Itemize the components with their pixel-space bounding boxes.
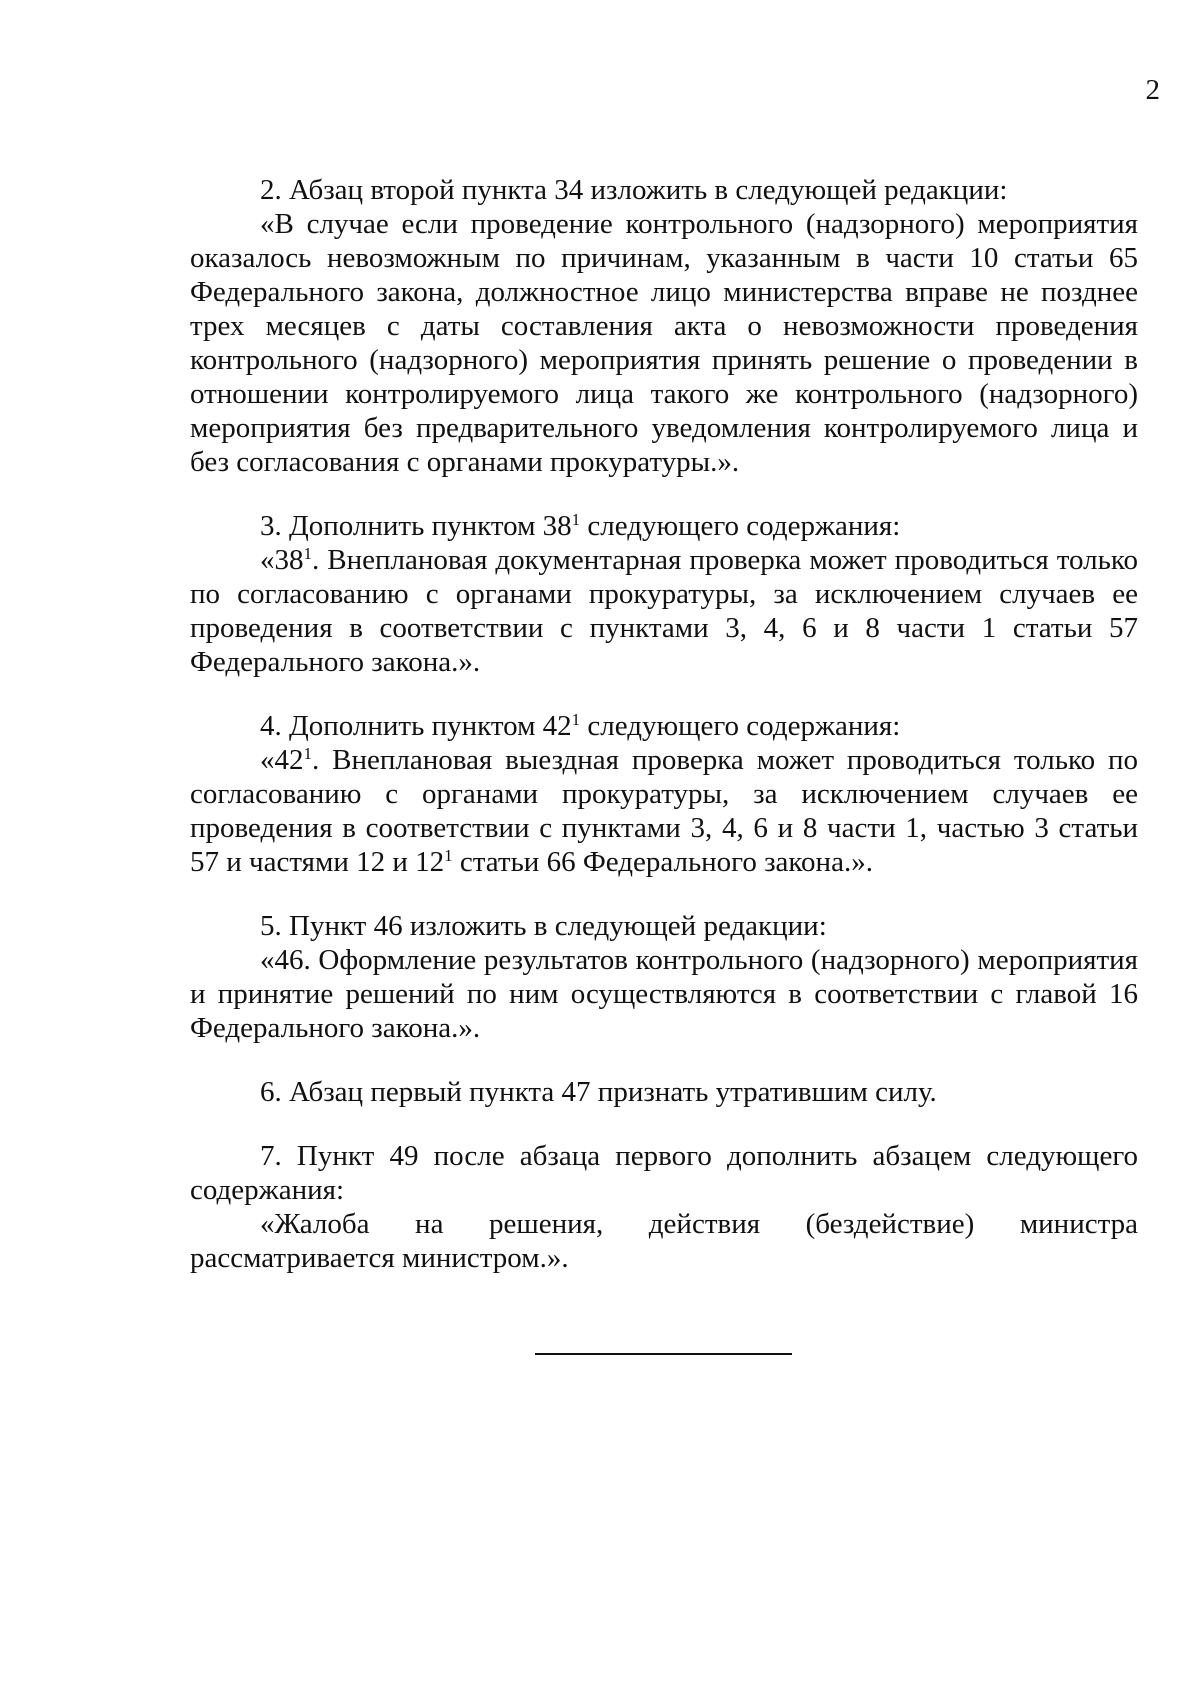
superscript: 1 (444, 846, 453, 865)
amendment-item-6 (190, 1075, 1138, 1109)
heading-text: 3. Дополнить пунктом 38 (260, 510, 572, 542)
amendment-heading: 2. Абзац второй пункта 34 изложить в следующей редакции: (260, 174, 1008, 206)
superscript: 1 (303, 544, 312, 563)
heading-text: следующего содержания: (580, 510, 901, 542)
amendment-heading: 5. Пункт 46 изложить в следующей редакции: (260, 910, 827, 942)
amendment-text: «46. Оформление результатов контрольного (надзорного) мероприятия и принятие решений по ним осуществляются в соответствии с главой 16 Федерального закона.». (190, 944, 1138, 1044)
text-fragment: . Внеплановая документарная проверка может проводиться только по согласованию с органами прокуратуры, за исключением случаев ее проведения в соответствии с пунктами 3, 4, 6 и 8 части 1 статьи 57 Федерального закона.». (190, 544, 1138, 678)
text-fragment: статьи 66 Федерального закона.». (452, 846, 873, 878)
amendment-heading (190, 509, 1138, 543)
text-fragment: . Внеплановая выездная проверка может проводиться только по согласованию с органами прокуратуры, за исключением случаев ее проведения в соответствии с пунктами 3, 4, 6 и 8 части 1, частью 3 статьи 57 и частями 12 и 12 (190, 744, 1138, 878)
text-fragment: «42 (260, 744, 304, 776)
amendment-item-2 (190, 173, 1138, 479)
page-number: 2 (1145, 74, 1160, 106)
amendment-heading: 6. Абзац первый пункта 47 признать утратившим силу. (260, 1076, 937, 1108)
amendment-heading: 7. Пункт 49 после абзаца первого дополнить абзацем следующего содержания: (190, 1140, 1138, 1206)
document-body (190, 173, 1138, 1275)
amendment-item-7 (190, 1139, 1138, 1275)
heading-text: следующего содержания: (580, 710, 901, 742)
superscript: 1 (303, 744, 312, 763)
amendment-item-4 (190, 709, 1138, 879)
amendment-item-3 (190, 509, 1138, 679)
amendment-text: «В случае если проведение контрольного (надзорного) мероприятия оказалось невозможным по причинам, указанным в части 10 статьи 65 Федерального закона, должностное лицо министерства вправе не позднее трех месяцев с даты составления акта о невозможности проведения контрольного (надзорного) мероприятия принять решение о проведении в отношении контролируемого лица такого же контрольного (надзорного) мероприятия без предварительного уведомления контролируемого лица и без согласования с органами прокуратуры.». (190, 208, 1138, 478)
text-fragment: «38 (260, 544, 304, 576)
superscript: 1 (571, 710, 581, 729)
amendment-item-5 (190, 909, 1138, 1045)
amendment-heading (190, 709, 1138, 743)
amendment-text (190, 743, 1138, 879)
heading-text: 4. Дополнить пунктом 42 (260, 710, 572, 742)
end-of-document-rule (535, 1353, 792, 1355)
amendment-text: «Жалоба на решения, действия (бездействие) министра рассматривается министром.». (190, 1208, 1138, 1274)
amendment-text (190, 543, 1138, 679)
superscript: 1 (571, 510, 581, 529)
